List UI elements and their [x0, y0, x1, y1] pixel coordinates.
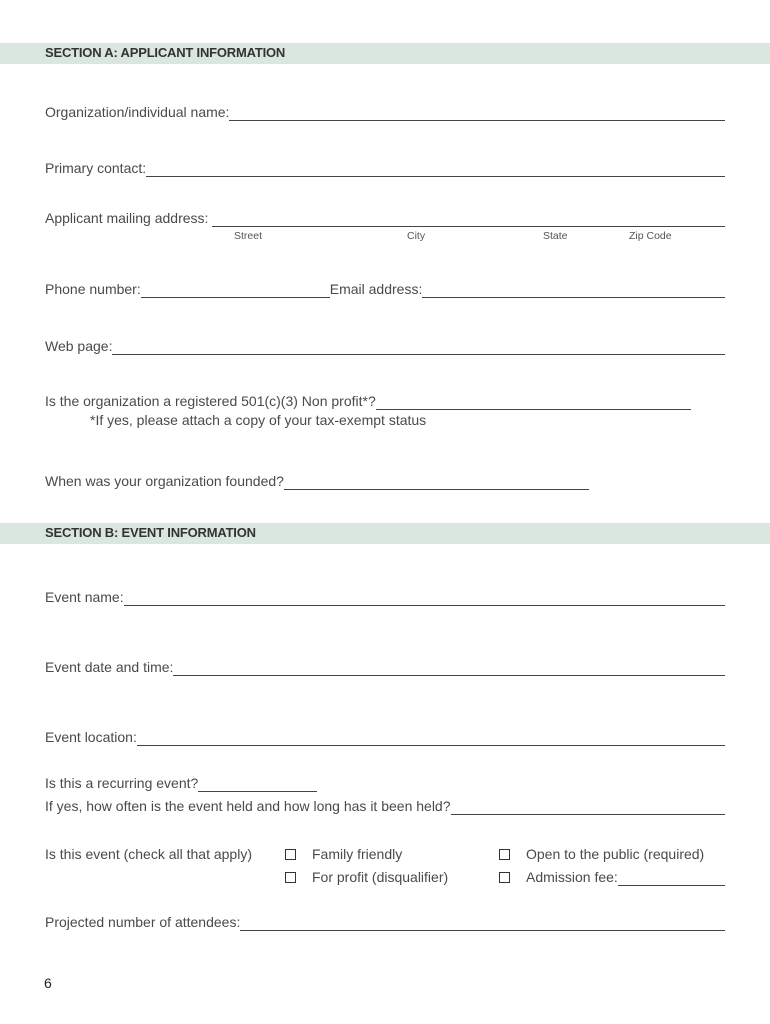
nonprofit-input-line[interactable] [376, 408, 691, 410]
section-a-header [0, 43, 770, 64]
nonprofit-note: *If yes, please attach a copy of your tax-exempt status [90, 412, 427, 428]
admission-fee-input-line[interactable] [618, 884, 725, 886]
primary-contact-label: Primary contact: [45, 160, 147, 176]
email-input-line[interactable] [422, 296, 725, 298]
family-friendly-checkbox[interactable] [285, 849, 296, 860]
city-caption: City [407, 230, 426, 242]
section-b-title: SECTION B: EVENT INFORMATION [45, 525, 256, 540]
admission-fee-label: Admission fee: [526, 869, 618, 885]
page-number: 6 [44, 975, 52, 991]
section-b-header [0, 523, 770, 544]
mailing-address-input-line[interactable] [212, 225, 725, 227]
event-name-label: Event name: [45, 589, 124, 605]
event-location-input-line[interactable] [137, 744, 725, 746]
web-page-field [45, 338, 725, 354]
street-caption: Street [234, 230, 263, 242]
founded-input-line[interactable] [284, 488, 589, 490]
for-profit-checkbox[interactable] [285, 872, 296, 883]
attendees-label: Projected number of attendees: [45, 914, 241, 930]
primary-contact-input-line[interactable] [146, 175, 725, 177]
event-date-label: Event date and time: [45, 659, 174, 675]
for-profit-label: For profit (disqualifier) [312, 869, 449, 885]
mailing-address-label: Applicant mailing address: [45, 210, 209, 226]
event-date-field [45, 659, 725, 675]
phone-input-line[interactable] [141, 296, 330, 298]
mailing-address-field [45, 210, 725, 226]
phone-label: Phone number: [45, 281, 141, 297]
org-name-field [45, 104, 725, 120]
admission-fee-checkbox[interactable] [499, 872, 510, 883]
open-public-checkbox[interactable] [499, 849, 510, 860]
primary-contact-field [45, 160, 725, 176]
admission-fee-field [526, 869, 725, 885]
recurring-followup-field [45, 798, 725, 814]
event-type-question: Is this event (check all that apply) [45, 846, 252, 862]
email-label: Email address: [329, 281, 423, 297]
event-date-input-line[interactable] [173, 674, 725, 676]
event-location-label: Event location: [45, 729, 137, 745]
event-name-input-line[interactable] [124, 604, 725, 606]
web-page-input-line[interactable] [112, 353, 725, 355]
recurring-input-line[interactable] [198, 790, 317, 792]
org-name-label: Organization/individual name: [45, 104, 230, 120]
nonprofit-field [45, 393, 691, 409]
recurring-field [45, 775, 317, 791]
open-public-label: Open to the public (required) [526, 846, 705, 862]
nonprofit-question: Is the organization a registered 501(c)(3) Non profit*? [45, 393, 376, 409]
attendees-input-line[interactable] [240, 929, 725, 931]
event-name-field [45, 589, 725, 605]
section-a-title: SECTION A: APPLICANT INFORMATION [45, 45, 286, 60]
state-caption: State [543, 230, 568, 242]
recurring-question: Is this a recurring event? [45, 775, 199, 791]
family-friendly-label: Family friendly [312, 846, 403, 862]
recurring-followup-input-line[interactable] [451, 813, 725, 815]
zip-caption: Zip Code [629, 230, 672, 242]
phone-email-field [45, 281, 725, 297]
event-location-field [45, 729, 725, 745]
founded-question: When was your organization founded? [45, 473, 284, 489]
web-page-label: Web page: [45, 338, 113, 354]
recurring-followup-question: If yes, how often is the event held and how long has it been held? [45, 798, 451, 814]
org-name-input-line[interactable] [229, 119, 725, 121]
founded-field [45, 473, 589, 489]
attendees-field [45, 914, 725, 930]
